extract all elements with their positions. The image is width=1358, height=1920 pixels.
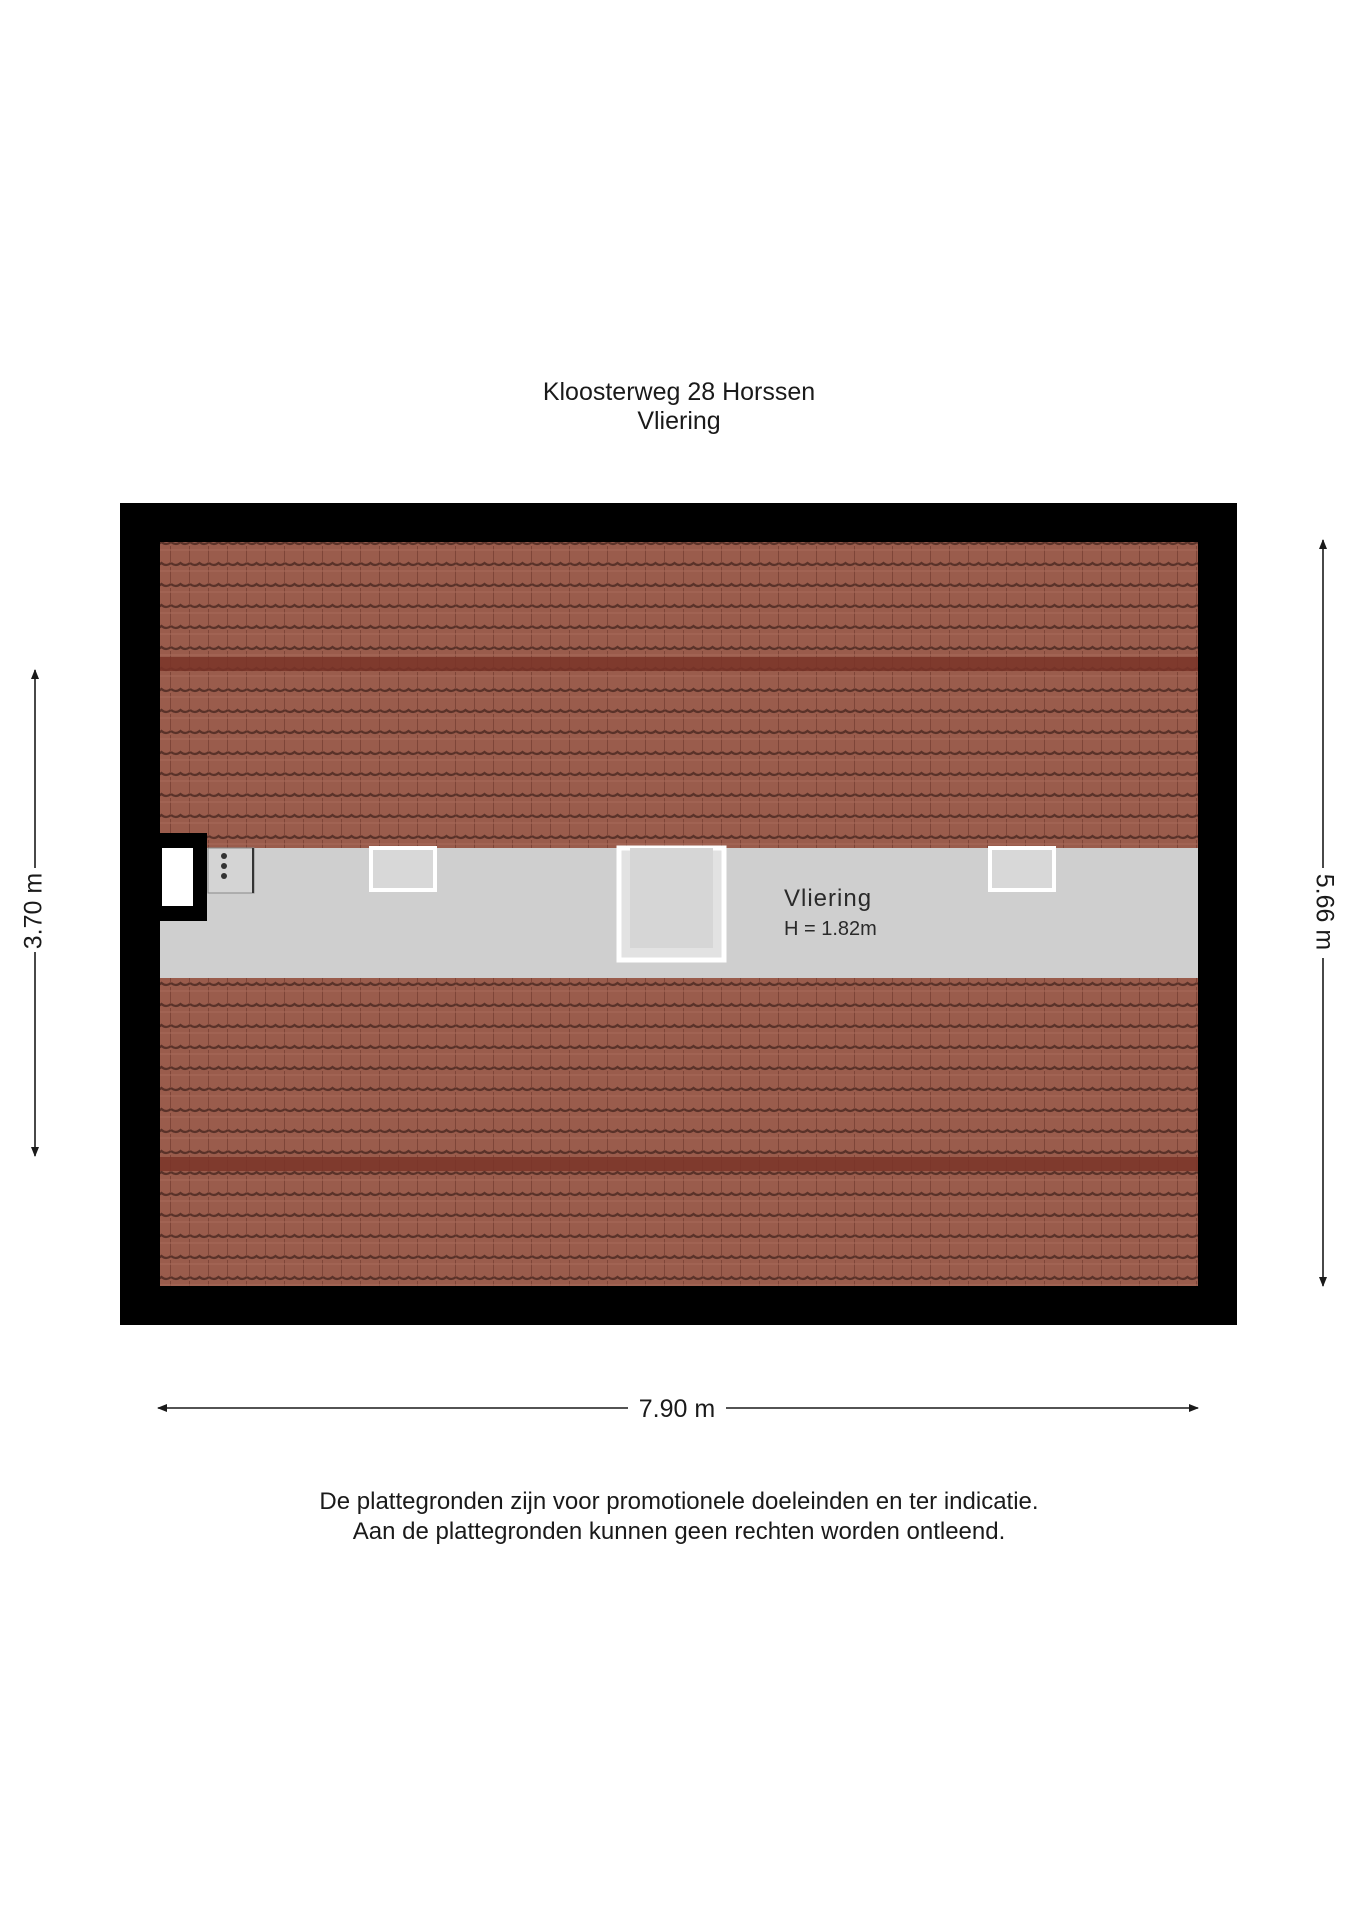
utility-knob (221, 863, 227, 869)
plan-address: Kloosterweg 28 Horssen (542, 378, 816, 406)
skylight-right (990, 848, 1054, 890)
right-dimension-label: 5.66 m (1310, 873, 1339, 951)
disclaimer-line-1: De plattegronden zijn voor promotionele doeleinden en ter indicatie. (319, 1488, 1039, 1515)
roof-slope-lower (160, 978, 1198, 1286)
disclaimer-line-2: Aan de plattegronden kunnen geen rechten worden ontleend. (352, 1518, 1006, 1545)
utility-box (208, 848, 254, 893)
plan-floor-name: Vliering (637, 407, 721, 435)
chimney-opening (162, 848, 193, 906)
bottom-dimension-label: 7.90 m (638, 1395, 716, 1423)
left-dimension-label: 3.70 m (19, 872, 48, 950)
room-name: Vliering (784, 885, 873, 912)
utility-knob (221, 853, 227, 859)
roof-ridge-upper (160, 657, 1198, 671)
skylight-left (371, 848, 435, 890)
roof-slope-upper (160, 542, 1198, 848)
roof-ridge-lower (160, 1157, 1198, 1171)
room-height: H = 1.82m (784, 918, 877, 940)
utility-knob (221, 873, 227, 879)
